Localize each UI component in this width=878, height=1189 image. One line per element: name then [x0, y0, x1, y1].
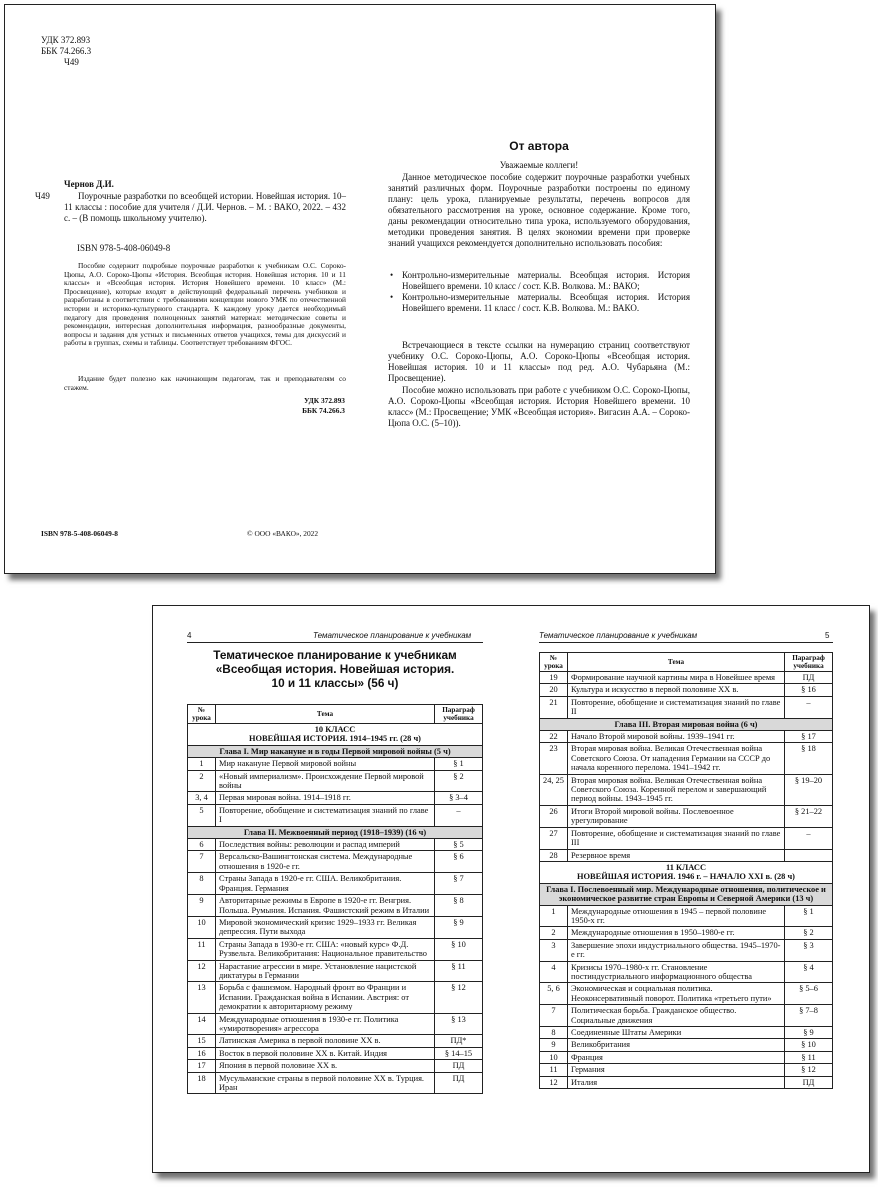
paragraph-ref: § 19–20	[785, 774, 833, 805]
paragraph-ref: § 2	[435, 770, 483, 792]
paragraph-ref: –	[435, 804, 483, 826]
paragraph-ref: § 17	[785, 731, 833, 743]
table-row	[188, 758, 483, 770]
table-row	[188, 851, 483, 873]
lesson-topic: Япония в первой половине XX в.	[216, 1060, 435, 1072]
paragraph-ref: § 9	[785, 1027, 833, 1039]
paragraph-ref: § 7–8	[785, 1005, 833, 1027]
paragraph-ref: § 10	[435, 938, 483, 960]
table-row	[188, 1013, 483, 1035]
lesson-number: 4	[540, 961, 568, 983]
annotation-audience: Издание будет полезно как начинающим педагогам, так и преподавателям со стажем.	[64, 374, 346, 392]
lesson-number: 8	[540, 1027, 568, 1039]
table-row	[540, 684, 833, 696]
table-row	[540, 939, 833, 961]
lesson-number: 11	[188, 938, 216, 960]
paragraph-ref: § 14–15	[435, 1047, 483, 1059]
planning-title: Тематическое планирование к учебникам «Всеобщая история. Новейшая история. 10 и 11 классы» (56 ч)	[213, 648, 457, 690]
lesson-topic: Политическая борьба. Гражданское общество. Социальные движения	[568, 1005, 785, 1027]
class-section-row	[188, 724, 483, 746]
paragraph-ref: § 11	[435, 960, 483, 982]
table-row	[188, 916, 483, 938]
table-row	[188, 1060, 483, 1072]
lesson-number: 15	[188, 1035, 216, 1047]
lesson-number: 20	[540, 684, 568, 696]
left-running-head: Тематическое планирование к учебникам	[313, 631, 472, 640]
lesson-topic: Великобритания	[568, 1039, 785, 1051]
table-row	[540, 774, 833, 805]
table-row	[188, 982, 483, 1013]
paragraph-ref: –	[785, 696, 833, 718]
list-item: • Контрольно-измерительные материалы. Всеобщая история. История Новейшего времени. 11 класс / сост. К.В. Волкова. М.: ВАКО.	[390, 292, 690, 313]
lesson-topic: Последствия войны: революции и распад империй	[216, 839, 435, 851]
chapter-label: Глава I. Послевоенный мир. Международные отношения, политическое и экономическое развитие стран Европы и Северной Америки (13 ч)	[540, 883, 833, 905]
annotation: Пособие содержит подробные поурочные разработки к учебникам О.С. Сороко-Цюпы, А.О. Сороко-Цюпы «История. Всеобщая история. Новейшая история. 10 и 11 классы» и «Всеобщая история. История Новейшего времени. 10 класс» (М.: Просвещение), которые входят в действующий федеральный перечень учебников и разработаны в соответствии с требованиями концепции нового УМК по отечественной истории и историко-культурного стандарта. К каждому уроку дается необходимый педагогу для проведения полноценных занятий материал: методические советы и рекомендации, интересная дополнительная информация, разнообразные документы, вопросы и задания для устных и письменных ответов учащихся, темы для дискуссий и работы в группах, схемы и таблицы. Соответствует требованиям ФГОС.	[64, 261, 346, 348]
lesson-number: 11	[540, 1064, 568, 1076]
lesson-topic: Кризисы 1970–1980-х гг. Становление постиндустриального информационного общества	[568, 961, 785, 983]
lesson-number: 5, 6	[540, 983, 568, 1005]
lesson-number: 17	[188, 1060, 216, 1072]
isbn-bottom: ISBN 978-5-408-06049-8	[41, 529, 118, 538]
table-row	[540, 827, 833, 849]
paragraph-ref: § 10	[785, 1039, 833, 1051]
lesson-topic: Итоги Второй мировой войны. Послевоенное урегулирование	[568, 805, 785, 827]
table-row	[188, 770, 483, 792]
bbk-line: ББК 74.266.3	[41, 46, 92, 56]
class-section-label: 11 КЛАСС НОВЕЙШАЯ ИСТОРИЯ. 1946 г. – НАЧАЛО XXI в. (28 ч)	[540, 861, 833, 883]
lesson-number: 6	[188, 839, 216, 851]
table-row	[188, 1072, 483, 1094]
lesson-number: 23	[540, 743, 568, 774]
bbk-bold: ББК 74.266.3	[302, 406, 345, 415]
lesson-number: 1	[188, 758, 216, 770]
paragraph-ref: § 8	[435, 895, 483, 917]
paragraph-ref: § 12	[785, 1064, 833, 1076]
lesson-topic: Страны Запада в 1920-е гг. США. Великобритания. Франция. Германия	[216, 873, 435, 895]
recommended-materials-list	[388, 270, 690, 314]
paragraph-ref: § 5	[435, 839, 483, 851]
column-header-topic: Тема	[568, 653, 785, 672]
table-row	[188, 1047, 483, 1059]
chapter-row	[540, 718, 833, 730]
paragraph-ref: ПД*	[435, 1035, 483, 1047]
lesson-number: 8	[188, 873, 216, 895]
library-code-left: Ч49	[35, 191, 50, 201]
table-row	[188, 1035, 483, 1047]
chapter-label: Глава I. Мир накануне и в годы Первой мировой войны (5 ч)	[188, 745, 483, 757]
table-row	[540, 743, 833, 774]
table-row	[540, 905, 833, 927]
author-name: Чернов Д.И.	[64, 179, 114, 189]
table-row	[540, 672, 833, 684]
lesson-number: 7	[188, 851, 216, 873]
lesson-number: 26	[540, 805, 568, 827]
lesson-topic: Вторая мировая война. Великая Отечественная война Советского Союза. От нападения Германии на СССР до начала коренного перелома. 1941–1942 гг.	[568, 743, 785, 774]
table-row	[540, 961, 833, 983]
planning-table-left	[187, 704, 483, 1094]
paragraph-ref: § 18	[785, 743, 833, 774]
chapter-row	[188, 826, 483, 838]
planning-table-right	[539, 652, 833, 1089]
right-running-head: Тематическое планирование к учебникам	[539, 631, 698, 640]
table-row	[188, 960, 483, 982]
paragraph-ref: ПД	[785, 1076, 833, 1088]
paragraph-ref: § 13	[435, 1013, 483, 1035]
paragraph-ref: § 9	[435, 916, 483, 938]
lesson-number: 2	[188, 770, 216, 792]
class-section-label: 10 КЛАСС НОВЕЙШАЯ ИСТОРИЯ. 1914–1945 гг. (28 ч)	[188, 724, 483, 746]
lesson-topic: Восток в первой половине XX в. Китай. Индия	[216, 1047, 435, 1059]
lesson-topic: Международные отношения в 1930-е гг. Политика «умиротворения» агрессора	[216, 1013, 435, 1035]
lesson-number: 22	[540, 731, 568, 743]
column-header-paragraph: Параграф учебника	[785, 653, 833, 672]
bibliographic-record: Поурочные разработки по всеобщей истории. Новейшая история. 10–11 классы : пособие для учителя / Д.И. Чернов. – М. : ВАКО, 2022. – 432 с. – (В помощь школьному учителю).	[64, 191, 346, 223]
column-header-topic: Тема	[216, 705, 435, 724]
paragraph-ref: § 3–4	[435, 792, 483, 804]
table-row	[188, 839, 483, 851]
table-row	[188, 873, 483, 895]
intro-paragraph: Данное методическое пособие содержит поурочные разработки учебных занятий различных форм. Поурочные разработки построены по единому плану: цель урока, планируемые результаты, перечень вопросов для обязательного рассмотрения на уроке, основное содержание. Кроме того, даны рекомендации относительно типа урока, используемого оборудования, методики проведения занятия. В целях экономии времени при проверке знаний учащихся рекомендуется дополнительно использовать пособия:	[388, 172, 690, 248]
lesson-topic: Формирование научной картины мира в Новейшее время	[568, 672, 785, 684]
udk-line: УДК 372.893	[41, 35, 91, 45]
right-page-number: 5	[825, 631, 830, 640]
lesson-topic: Начало Второй мировой войны. 1939–1941 гг.	[568, 731, 785, 743]
paragraph-ref: § 12	[435, 982, 483, 1013]
paragraph-ref: –	[785, 827, 833, 849]
list-item: • Контрольно-измерительные материалы. Всеобщая история. История Новейшего времени. 10 класс / сост. К.В. Волкова. М.: ВАКО;	[390, 270, 690, 291]
lesson-topic: Культура и искусство в первой половине XX в.	[568, 684, 785, 696]
lesson-topic: Борьба с фашизмом. Народный фронт во Франции и Испании. Гражданская война в Испании. Австрия: от демократии к авторитарному режиму	[216, 982, 435, 1013]
lesson-number: 12	[188, 960, 216, 982]
lesson-number: 27	[540, 827, 568, 849]
lesson-number: 28	[540, 849, 568, 861]
paragraph-ref: § 1	[435, 758, 483, 770]
paragraph-ref: § 11	[785, 1051, 833, 1063]
usage-paragraph: Пособие можно использовать при работе с учебником О.С. Сороко-Цюпы, А.О. Сороко-Цюпы «Всеобщая история. История Новейшего времени. 10 класс» (М.: Просвещение; УМК «Всеобщая история». Вигасин А.А. – Сороко-Цюпа О.С. (5–10)).	[388, 385, 690, 428]
table-row	[540, 1005, 833, 1027]
lesson-number: 3, 4	[188, 792, 216, 804]
table-row	[540, 1039, 833, 1051]
paragraph-ref: § 21–22	[785, 805, 833, 827]
paragraph-ref	[785, 849, 833, 861]
table-row	[540, 849, 833, 861]
lesson-number: 10	[540, 1051, 568, 1063]
lesson-topic: Мировой экономический кризис 1929–1933 гг. Великая депрессия. Пути выхода	[216, 916, 435, 938]
lesson-topic: Нарастание агрессии в мире. Установление нацистской диктатуры в Германии	[216, 960, 435, 982]
table-row	[540, 927, 833, 939]
lesson-topic: Завершение эпохи индустриального общества. 1945–1970-е гг.	[568, 939, 785, 961]
lesson-number: 16	[188, 1047, 216, 1059]
lesson-number: 10	[188, 916, 216, 938]
planning-spread	[152, 605, 870, 1173]
paragraph-ref: § 3	[785, 939, 833, 961]
library-code-top: Ч49	[64, 57, 79, 67]
paragraph-ref: § 16	[785, 684, 833, 696]
lesson-topic: Италия	[568, 1076, 785, 1088]
copyright: © ООО «ВАКО», 2022	[247, 529, 319, 538]
paragraph-ref: ПД	[435, 1060, 483, 1072]
lesson-topic: Международные отношения в 1945 – первой половине 1950-х гг.	[568, 905, 785, 927]
table-row	[540, 731, 833, 743]
from-author-title: От автора	[509, 139, 569, 153]
lesson-number: 7	[540, 1005, 568, 1027]
table-row	[188, 895, 483, 917]
column-header-paragraph: Параграф учебника	[435, 705, 483, 724]
lesson-topic: Резервное время	[568, 849, 785, 861]
lesson-number: 13	[188, 982, 216, 1013]
lesson-number: 21	[540, 696, 568, 718]
lesson-number: 12	[540, 1076, 568, 1088]
table-row	[540, 805, 833, 827]
lesson-topic: Соединенные Штаты Америки	[568, 1027, 785, 1039]
table-row	[540, 1051, 833, 1063]
lesson-topic: Международные отношения в 1950–1980-е гг.	[568, 927, 785, 939]
lesson-topic: Вторая мировая война. Великая Отечественная война Советского Союза. Коренной перелом и завершающий период войны. 1943–1945 гг.	[568, 774, 785, 805]
isbn-line: ISBN 978-5-408-06049-8	[77, 243, 171, 253]
chapter-row	[188, 745, 483, 757]
class-section-row	[540, 861, 833, 883]
lesson-topic: Версальско-Вашингтонская система. Международные отношения в 1920-е гг.	[216, 851, 435, 873]
lesson-topic: Мир накануне Первой мировой войны	[216, 758, 435, 770]
greeting: Уважаемые коллеги!	[499, 160, 579, 170]
udk-bold: УДК 372.893	[304, 396, 345, 405]
table-row	[540, 1076, 833, 1088]
table-row	[540, 1027, 833, 1039]
paragraph-ref: § 1	[785, 905, 833, 927]
left-page-number: 4	[187, 631, 192, 640]
lesson-topic: Повторение, обобщение и систематизация знаний по главе I	[216, 804, 435, 826]
lesson-number: 24, 25	[540, 774, 568, 805]
table-row	[540, 696, 833, 718]
lesson-number: 5	[188, 804, 216, 826]
lesson-topic: Авторитарные режимы в Европе в 1920-е гг. Венгрия. Польша. Румыния. Испания. Фашистский режим в Италии	[216, 895, 435, 917]
table-row	[188, 792, 483, 804]
lesson-topic: Повторение, обобщение и систематизация знаний по главе II	[568, 696, 785, 718]
lesson-topic: Латинская Америка в первой половине XX в.	[216, 1035, 435, 1047]
lesson-topic: Мусульманские страны в первой половине XX в. Турция. Иран	[216, 1072, 435, 1094]
lesson-topic: Страны Запада в 1930-е гг. США: «новый курс» Ф.Д. Рузвельта. Великобритания: Национальное правительство	[216, 938, 435, 960]
table-row	[540, 1064, 833, 1076]
chapter-row	[540, 883, 833, 905]
paragraph-ref: § 4	[785, 961, 833, 983]
left-header-rule	[187, 642, 483, 643]
lesson-topic: «Новый империализм». Происхождение Первой мировой войны	[216, 770, 435, 792]
lesson-number: 2	[540, 927, 568, 939]
lesson-number: 18	[188, 1072, 216, 1094]
lesson-topic: Повторение, обобщение и систематизация знаний по главе III	[568, 827, 785, 849]
right-header-rule	[539, 642, 833, 643]
lesson-number: 9	[540, 1039, 568, 1051]
table-row	[540, 983, 833, 1005]
lesson-number: 1	[540, 905, 568, 927]
lesson-number: 14	[188, 1013, 216, 1035]
table-row	[188, 804, 483, 826]
lesson-number: 3	[540, 939, 568, 961]
lesson-number: 9	[188, 895, 216, 917]
lesson-topic: Германия	[568, 1064, 785, 1076]
table-row	[188, 938, 483, 960]
paragraph-ref: § 5–6	[785, 983, 833, 1005]
lesson-topic: Первая мировая война. 1914–1918 гг.	[216, 792, 435, 804]
lesson-topic: Франция	[568, 1051, 785, 1063]
column-header-lesson: № урока	[540, 653, 568, 672]
chapter-label: Глава III. Вторая мировая война (6 ч)	[540, 718, 833, 730]
title-page-spread	[4, 4, 716, 574]
paragraph-ref: § 6	[435, 851, 483, 873]
lesson-topic: Экономическая и социальная политика. Неоконсервативный поворот. Политика «третьего пути»	[568, 983, 785, 1005]
column-header-lesson: № урока	[188, 705, 216, 724]
paragraph-ref: § 2	[785, 927, 833, 939]
paragraph-ref: ПД	[785, 672, 833, 684]
chapter-label: Глава II. Межвоенный период (1918–1939) (16 ч)	[188, 826, 483, 838]
lesson-number: 19	[540, 672, 568, 684]
paragraph-ref: ПД	[435, 1072, 483, 1094]
paragraph-ref: § 7	[435, 873, 483, 895]
page-references-paragraph: Встречающиеся в тексте ссылки на нумерацию страниц соответствуют учебнику О.С. Сороко-Цюпы, А.О. Сороко-Цюпы «Всеобщая история. Новейшая история. 10 и 11 классы» под ред. А.О. Чубарьяна (М.: Просвещение).	[388, 340, 690, 383]
